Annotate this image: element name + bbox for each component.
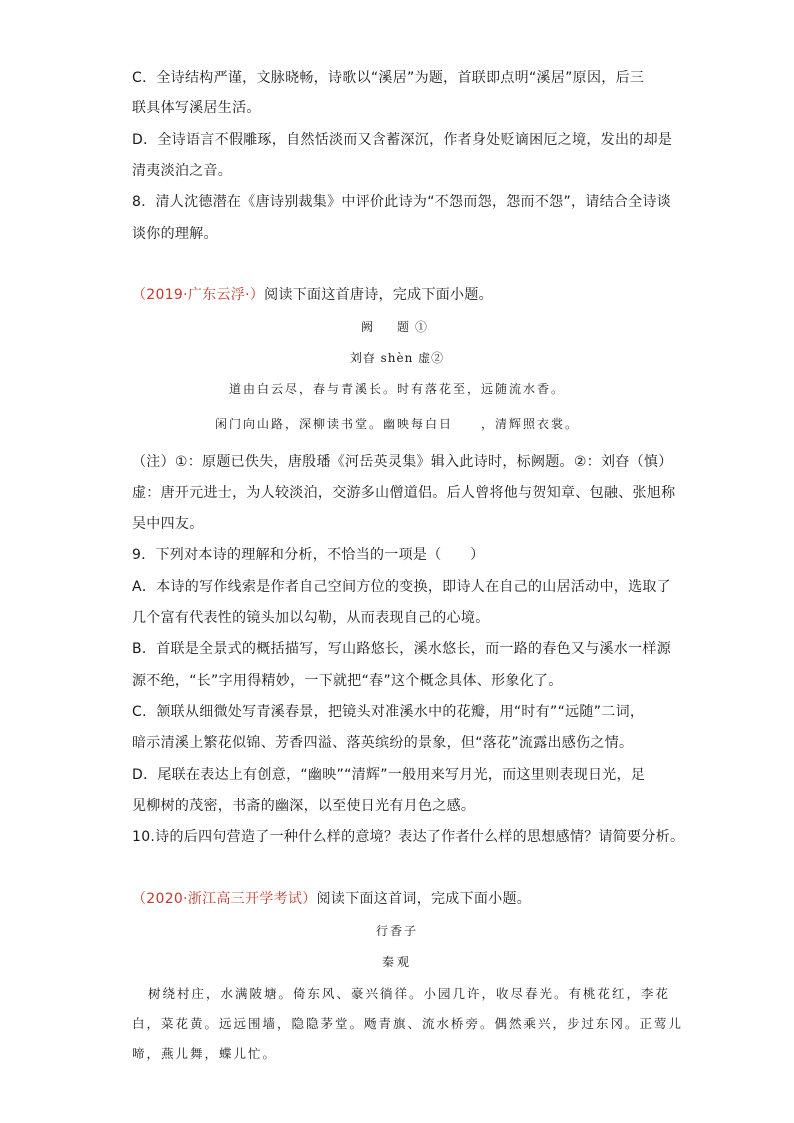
ci-line: 啼，燕儿舞，蝶儿忙。	[132, 1046, 278, 1061]
source-tag: （2019·广东云浮·）	[132, 287, 265, 303]
option-d-line1: D．尾联在表达上有创意，“幽映”“清辉”一般用来写月光，而这里则表现日光，足	[132, 767, 646, 783]
poem-line: 闲门向山路，深柳读书堂。幽映每白日 ，清辉照衣裳。	[214, 417, 579, 431]
ci-line: 树绕村庄，水满陂塘。倚东风、豪兴徜徉。小园几许，收尽春光。有桃花红，李花	[148, 986, 671, 1001]
question-10: 10.诗的后四句营造了一种什么样的意境？表达了作者什么样的思想感情？请简要分析。	[132, 829, 685, 845]
poem-author: 刘昚 shèn 虚②	[349, 351, 445, 365]
question-9: 9．下列对本诗的理解和分析，不恰当的一项是（ ）	[132, 547, 485, 563]
option-c-line1: C．颔联从细微处写青溪春景，把镜头对准溪水中的花瓣，用“时有”“远随”二词，	[132, 704, 645, 720]
option-c-line2: 暗示清溪上繁花似锦、芳香四溢、落英缤纷的景象，但“落花”流露出感伤之情。	[132, 735, 634, 751]
note-line1: （注）①：原题已佚失，唐殷璠《河岳英灵集》辑入此诗时，标阙题。②：刘昚（慎）	[132, 454, 673, 470]
ci-title: 行香子	[375, 924, 418, 938]
section-intro: 阅读下面这首唐诗，完成下面小题。	[264, 287, 493, 303]
option-d-line2: 清夷淡泊之音。	[132, 163, 233, 179]
option-d-line1: D．全诗语言不假雕琢，自然恬淡而又含蓄深沉，作者身处贬谪困厄之境，发出的却是	[132, 132, 673, 148]
note-line2: 虚：唐开元进士，为人较淡泊，交游多山僧道侣。后人曾将他与贺知章、包融、张旭称	[132, 485, 676, 501]
poem-title: 阙 题①	[360, 320, 433, 334]
note-line3: 吴中四友。	[132, 516, 204, 532]
question-8-line1: 8．清人沈德潜在《唐诗别裁集》中评价此诗为“不怨而怨，怨而不怨”，请结合全诗谈	[132, 194, 672, 210]
section-heading-2019	[132, 285, 493, 305]
option-c-line1: C．全诗结构严谨，文脉晓畅，诗歌以“溪居”为题，首联即点明“溪居”原因，后三	[132, 70, 645, 86]
section-intro: 阅读下面这首词，完成下面小题。	[316, 891, 532, 907]
ci-author: 秦观	[381, 955, 412, 969]
option-b-line1: B．首联是全景式的概括描写，写山路悠长，溪水悠长，而一路的春色又与溪水一样源	[132, 641, 672, 657]
poem-line: 道由白云尽，春与青溪长。时有落花至，远随流水香。	[228, 382, 565, 396]
question-8-line2: 谈你的理解。	[132, 226, 218, 242]
option-b-line2: 源不绝，“长”字用得精妙，一下就把“春”这个概念具体、形象化了。	[132, 673, 563, 689]
option-c-line2: 联具体写溪居生活。	[132, 100, 261, 116]
option-d-line2: 见柳树的茂密，书斋的幽深，以至使日光有月色之感。	[132, 798, 476, 814]
ci-line: 白，菜花黄。远远围墙，隐隐茅堂。飏青旗、流水桥旁。偶然乘兴，步过东冈。正莺儿	[132, 1016, 684, 1031]
option-a-line1: A．本诗的写作线索是作者自己空间方位的变换，即诗人在自己的山居活动中，选取了	[132, 579, 671, 595]
option-a-line2: 几个富有代表性的镜头加以勾勒，从而表现自己的心境。	[132, 610, 490, 626]
section-heading-2020	[132, 889, 531, 909]
source-tag: （2020·浙江高三开学考试）	[132, 891, 317, 907]
